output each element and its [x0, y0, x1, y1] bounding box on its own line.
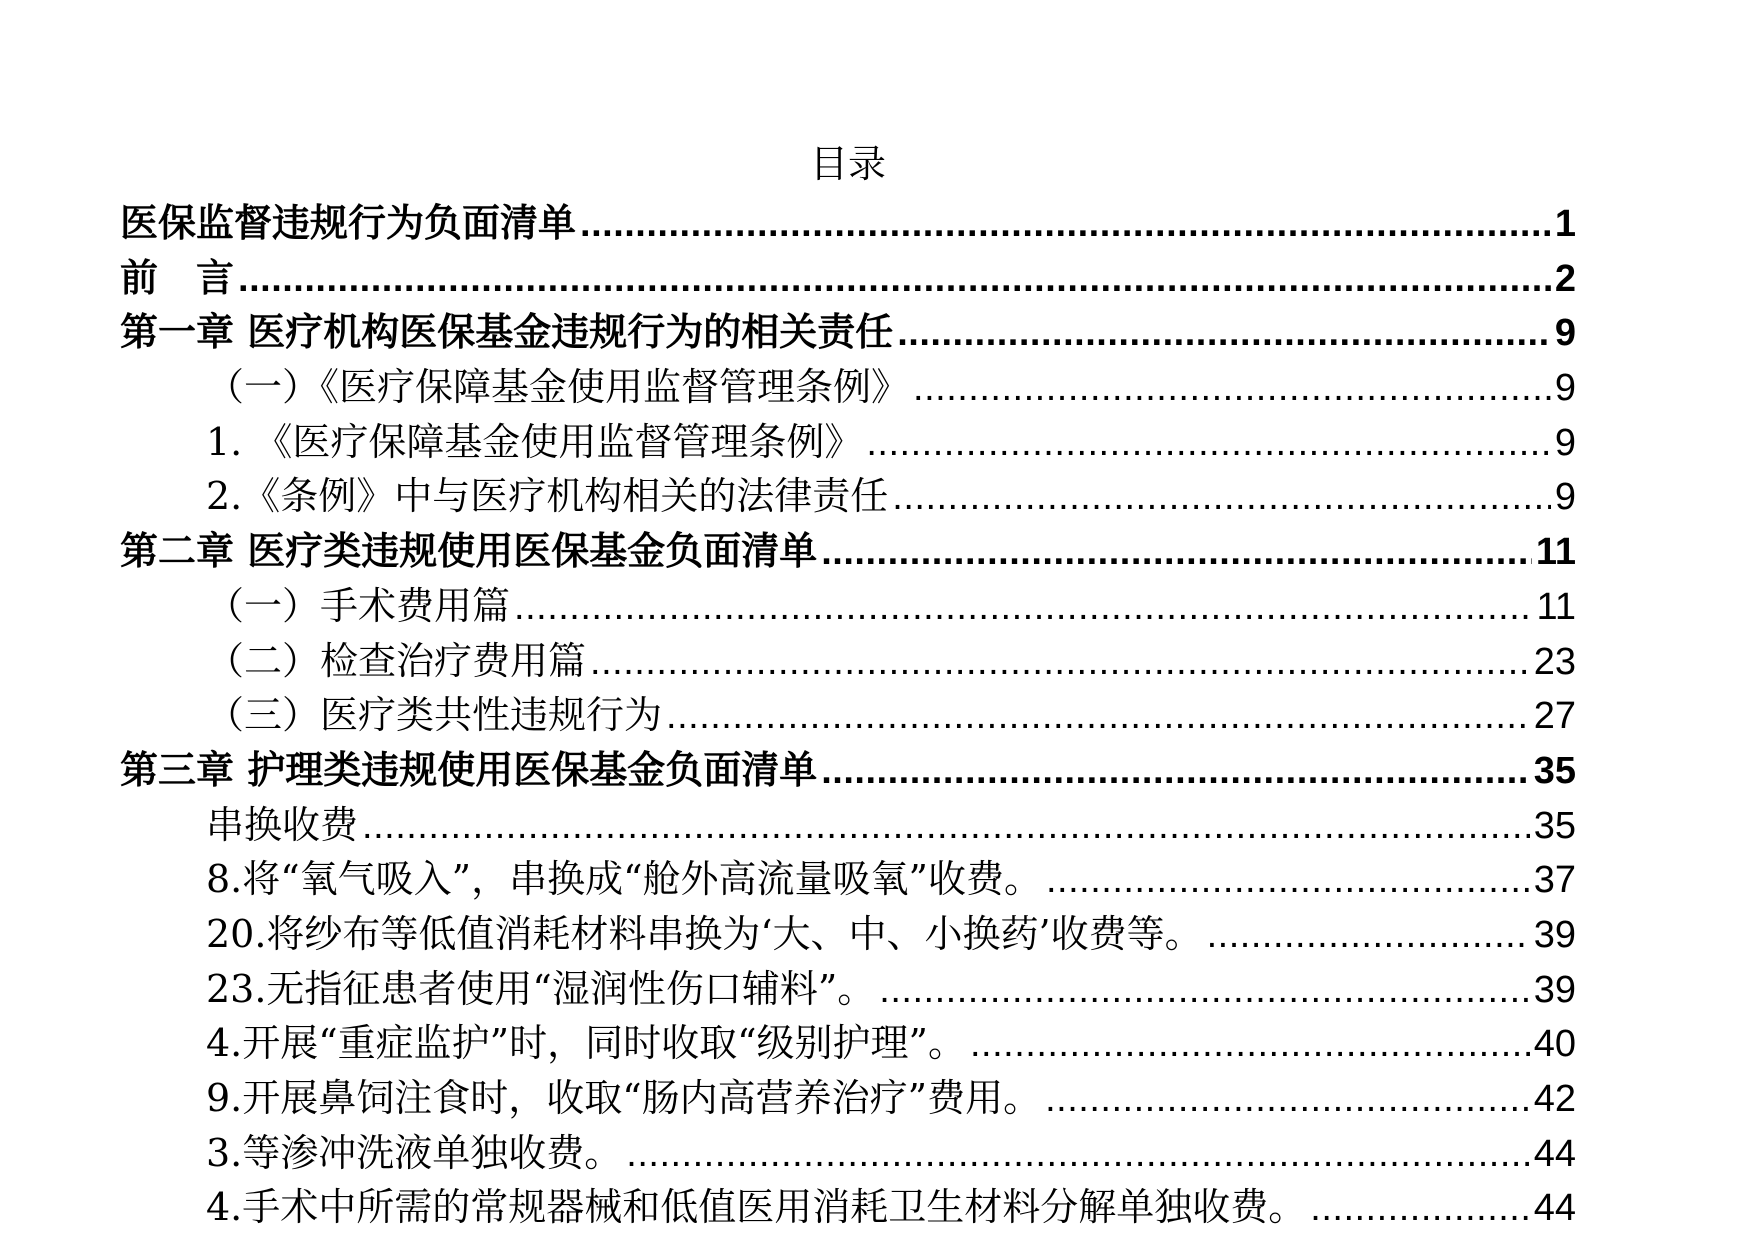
toc-page-number: 35: [1533, 749, 1576, 792]
toc-dot-leader: [1207, 908, 1530, 962]
toc-dot-leader: [879, 963, 1529, 1017]
toc-entry[interactable]: [120, 196, 1576, 251]
toc-entry-text: 医保监督违规行为负面清单: [120, 201, 577, 245]
toc-page-number: 35: [1533, 804, 1576, 847]
toc-entry[interactable]: [120, 360, 1576, 415]
toc-dot-leader: [821, 744, 1529, 798]
toc-entry[interactable]: [120, 688, 1576, 743]
toc-entry-text: 23.无指征患者使用“湿润性伤口辅料”。: [206, 966, 876, 1011]
toc-entry[interactable]: [120, 1180, 1576, 1235]
toc-entry[interactable]: [120, 798, 1576, 853]
toc-dot-leader: [913, 361, 1551, 415]
toc-dot-leader: [590, 635, 1530, 689]
toc-page-number: 42: [1533, 1078, 1576, 1120]
toc-dot-leader: [1045, 1072, 1530, 1126]
toc-entry-text: 第一章 医疗机构医保基金违规行为的相关责任: [120, 310, 894, 355]
toc-entry[interactable]: [120, 634, 1576, 689]
toc-entry[interactable]: [120, 907, 1576, 962]
toc-page-number: 9: [1554, 421, 1576, 464]
toc-list: [120, 196, 1576, 1235]
toc-entry-text: 20.将纱布等低值消耗材料串换为‘大、中、小换药’收费等。: [206, 911, 1203, 956]
toc-entry[interactable]: [120, 579, 1576, 634]
toc-entry-text: 第二章 医疗类违规使用医保基金负面清单: [120, 529, 818, 574]
toc-page-number: 9: [1554, 312, 1576, 355]
toc-entry-text: 4.手术中所需的常规器械和低值医用消耗卫生材料分解单独收费。: [206, 1185, 1307, 1230]
toc-dot-leader: [362, 799, 1530, 853]
toc-page-number: 9: [1554, 476, 1576, 519]
toc-entry-text: 2.《条例》中与医疗机构相关的法律责任: [206, 474, 889, 519]
toc-page-number: 11: [1536, 585, 1576, 628]
toc-dot-leader: [238, 252, 1551, 306]
toc-entry-text: 第三章 护理类违规使用医保基金负面清单: [120, 747, 818, 792]
toc-page-number: 39: [1533, 968, 1576, 1011]
toc-dot-leader: [1310, 1181, 1529, 1235]
toc-entry[interactable]: [120, 469, 1576, 524]
toc-dot-leader: [892, 470, 1551, 524]
toc-page-number: 9: [1554, 367, 1576, 410]
toc-dot-leader: [970, 1017, 1530, 1071]
toc-entry[interactable]: [120, 524, 1576, 579]
toc-entry-text: （一）手术费用篇: [206, 583, 511, 628]
toc-dot-leader: [666, 689, 1530, 743]
toc-entry[interactable]: [120, 251, 1576, 306]
toc-dot-leader: [1046, 853, 1530, 907]
toc-page-number: 44: [1533, 1132, 1576, 1175]
toc-entry[interactable]: [120, 743, 1576, 798]
toc-entry-text: （二）检查治疗费用篇: [206, 638, 587, 683]
toc-entry-text: 前 言: [120, 255, 235, 300]
toc-page-number: 1: [1554, 203, 1576, 245]
toc-entry[interactable]: [120, 962, 1576, 1017]
toc-page-number: 11: [1535, 531, 1576, 574]
toc-dot-leader: [866, 416, 1551, 470]
toc-entry-text: 9.开展鼻饲注食时，收取“肠内高营养治疗”费用。: [206, 1076, 1042, 1120]
toc-page-number: 40: [1533, 1023, 1576, 1066]
toc-entry[interactable]: [120, 1016, 1576, 1071]
toc-entry-text: 串换收费: [206, 802, 359, 847]
toc-dot-leader: [580, 197, 1551, 251]
toc-dot-leader: [821, 525, 1532, 579]
toc-page-number: 44: [1533, 1187, 1576, 1230]
toc-entry-text: （三）医疗类共性违规行为: [206, 693, 663, 738]
toc-entry-text: 1. 《医疗保障基金使用监督管理条例》: [206, 419, 863, 464]
toc-entry[interactable]: [120, 305, 1576, 360]
toc-page-number: 27: [1533, 695, 1576, 738]
toc-dot-leader: [514, 580, 1533, 634]
toc-dot-leader: [897, 306, 1551, 360]
toc-entry[interactable]: [120, 1071, 1576, 1126]
toc-entry-text: 8.将“氧气吸入”，串换成“舱外高流量吸氧”收费。: [206, 857, 1042, 902]
toc-page-number: 39: [1533, 913, 1576, 956]
toc-page-number: 23: [1533, 640, 1576, 683]
toc-dot-leader: [626, 1127, 1529, 1181]
toc-entry[interactable]: [120, 1126, 1576, 1181]
toc-title: 目录: [809, 142, 886, 186]
toc-page-number: 2: [1554, 257, 1576, 300]
toc-entry-text: 3.等渗冲洗液单独收费。: [206, 1130, 623, 1175]
toc-entry-text: （一）《医疗保障基金使用监督管理条例》: [206, 365, 910, 410]
toc-entry[interactable]: [120, 415, 1576, 470]
toc-entry-text: 4.开展“重症监护”时，同时收取“级别护理”。: [206, 1021, 966, 1066]
toc-page-number: 37: [1533, 859, 1576, 902]
toc-entry[interactable]: [120, 852, 1576, 907]
